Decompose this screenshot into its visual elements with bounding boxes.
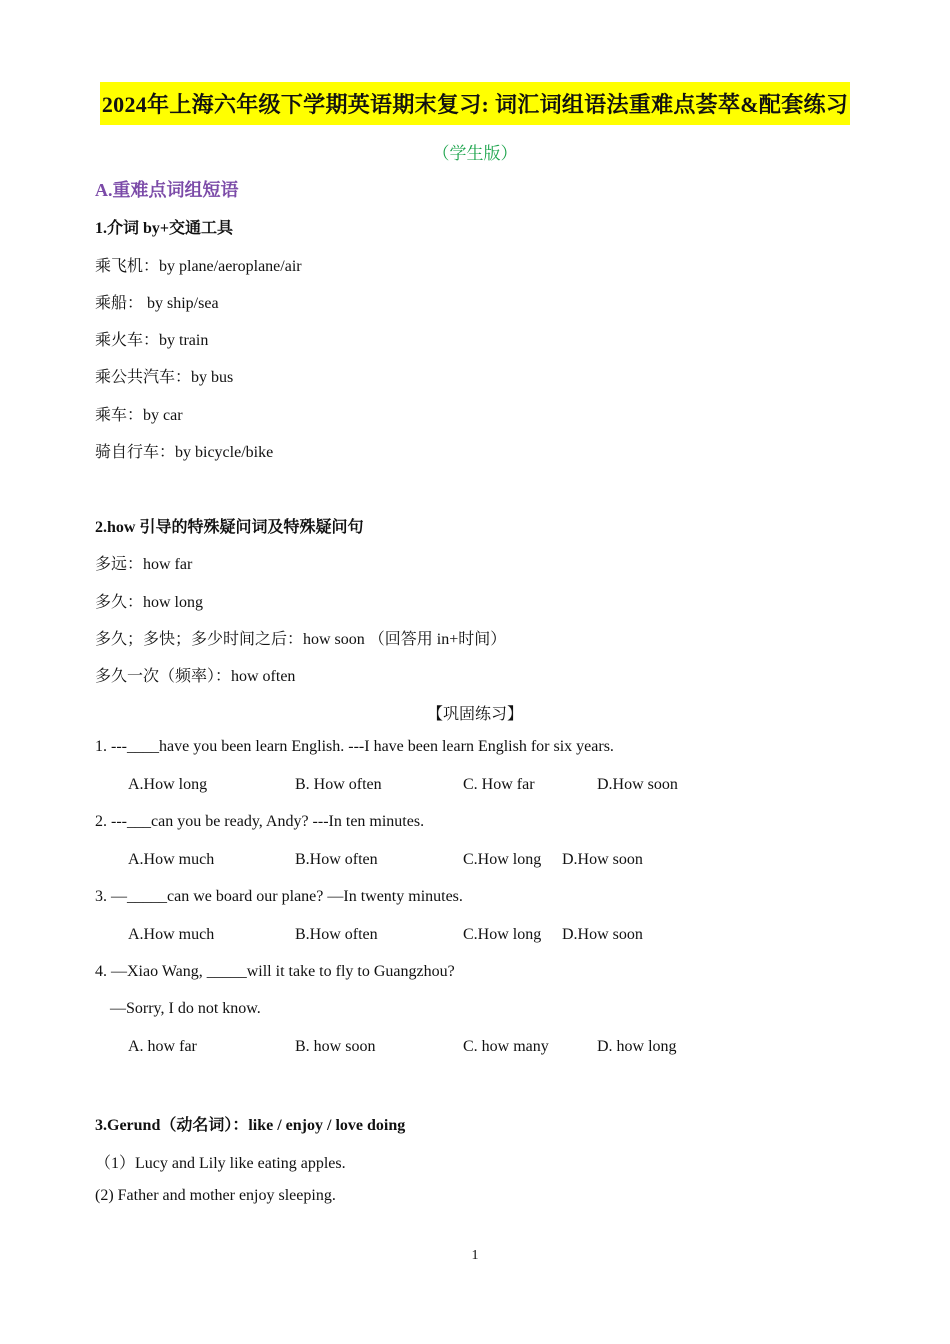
topic3-item: （1）Lucy and Lily like eating apples. [95,1155,346,1172]
topic2-item: 多久一次（频率）：how often [95,668,296,685]
question-2-option-c: C.How long [463,851,542,868]
topic2-item: 多久：how long [95,594,204,611]
question-2-option-b: B.How often [295,851,378,868]
question-4-option-c: C. how many [463,1038,549,1055]
topic1-heading: 1.介词 by+交通工具 [95,220,234,237]
page-title: 2024年上海六年级下学期英语期末复习: 词汇词组语法重难点荟萃&配套练习 [100,82,850,125]
topic1-item: 骑自行车：by bicycle/bike [95,444,274,461]
topic2-item: 多久；多快；多少时间之后：how soon （回答用 in+时间） [95,631,507,648]
question-1: 1. ---____have you been learn English. ---I have been learn English for six years. [95,738,614,755]
question-1-option-b: B. How often [295,776,382,793]
question-4-option-b: B. how soon [295,1038,376,1055]
question-2-option-d: D.How soon [562,851,643,868]
topic1-item: 乘火车：by train [95,332,209,349]
practice-heading: 【巩固练习】 [426,706,523,723]
question-4-option-a: A. how far [128,1038,197,1055]
question-3-option-a: A.How much [128,926,215,943]
topic3-item: (2) Father and mother enjoy sleeping. [95,1187,336,1204]
question-1-option-c: C. How far [463,776,535,793]
question-3-option-d: D.How soon [562,926,643,943]
topic2-heading: 2.how 引导的特殊疑问词及特殊疑问句 [95,519,364,536]
section-a-heading: A.重难点词组短语 [95,180,239,200]
question-4-response: —Sorry, I do not know. [110,1000,261,1017]
topic2-item: 多远：how far [95,556,193,573]
title-block [0,82,950,125]
question-2: 2. ---___can you be ready, Andy? ---In ten minutes. [95,813,425,830]
question-3-option-c: C.How long [463,926,542,943]
subtitle: （学生版） [432,144,518,163]
topic3-heading: 3.Gerund（动名词）：like / enjoy / love doing [95,1117,406,1134]
question-1-option-d: D.How soon [597,776,678,793]
page-number: 1 [471,1248,479,1263]
question-4: 4. —Xiao Wang, _____will it take to fly to Guangzhou? [95,963,455,980]
question-1-option-a: A.How long [128,776,208,793]
topic1-item: 乘车：by car [95,407,183,424]
question-4-option-d: D. how long [597,1038,677,1055]
question-2-option-a: A.How much [128,851,215,868]
question-3: 3. —_____can we board our plane? —In twenty minutes. [95,888,463,905]
question-3-option-b: B.How often [295,926,378,943]
topic1-item: 乘船： by ship/sea [95,295,219,312]
topic1-item: 乘公共汽车：by bus [95,369,234,386]
topic1-item: 乘飞机：by plane/aeroplane/air [95,258,302,275]
